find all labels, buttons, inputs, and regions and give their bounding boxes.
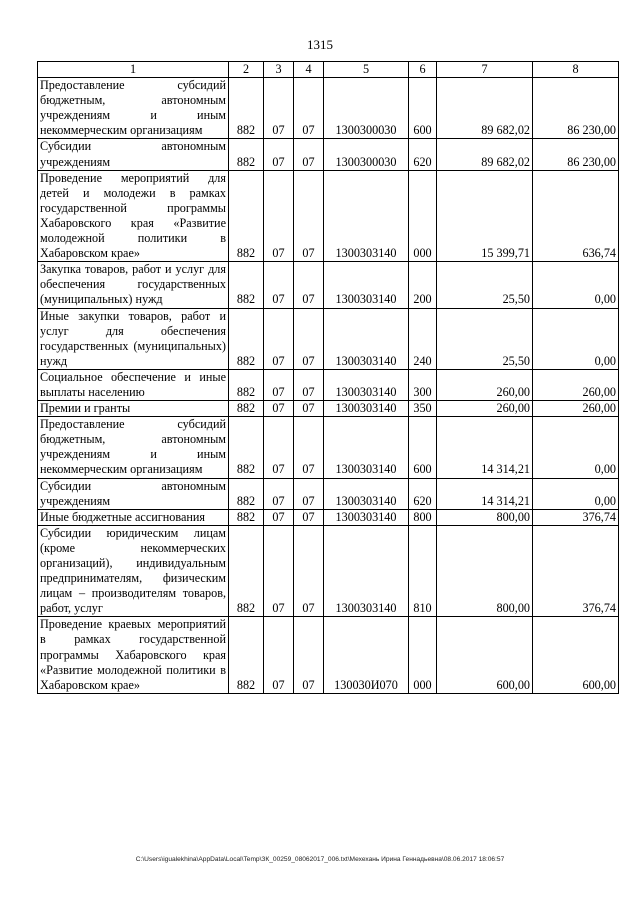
table-row: [38, 478, 619, 509]
cell-col8: 376,74: [533, 525, 619, 617]
row-name: Субсидии юридическим лицам (кроме некоммерческих организаций), индивидуальным предпринимателям, физическим лицам – производителям товаров, работ, услуг: [38, 525, 229, 617]
table-row: [38, 617, 619, 693]
cell-col4: 07: [294, 139, 324, 170]
cell-col7: 260,00: [437, 369, 533, 400]
row-name: Предоставление субсидий бюджетным, автономным учреждениям и иным некоммерческим организациям: [38, 78, 229, 139]
cell-col4: 07: [294, 617, 324, 693]
cell-col5: 1300303140: [324, 308, 409, 369]
cell-col4: 07: [294, 525, 324, 617]
cell-col8: 0,00: [533, 478, 619, 509]
cell-col7: 25,50: [437, 262, 533, 308]
cell-col5: 1300303140: [324, 170, 409, 262]
cell-col2: 882: [229, 369, 264, 400]
cell-col7: 800,00: [437, 525, 533, 617]
cell-col4: 07: [294, 369, 324, 400]
row-name: Социальное обеспечение и иные выплаты населению: [38, 369, 229, 400]
cell-col6: 600: [409, 78, 437, 139]
cell-col6: 810: [409, 525, 437, 617]
cell-col3: 07: [264, 478, 294, 509]
cell-col3: 07: [264, 262, 294, 308]
cell-col5: 1300303140: [324, 525, 409, 617]
cell-col6: 620: [409, 478, 437, 509]
cell-col8: 0,00: [533, 308, 619, 369]
table-row: [38, 308, 619, 369]
table-row: [38, 401, 619, 417]
cell-col5: 130030И070: [324, 617, 409, 693]
cell-col2: 882: [229, 308, 264, 369]
row-name: Субсидии автономным учреждениям: [38, 478, 229, 509]
cell-col2: 882: [229, 262, 264, 308]
cell-col2: 882: [229, 78, 264, 139]
cell-col5: 1300300030: [324, 78, 409, 139]
cell-col2: 882: [229, 525, 264, 617]
cell-col4: 07: [294, 78, 324, 139]
table-row: [38, 509, 619, 525]
header-cell: 7: [437, 62, 533, 78]
cell-col2: 882: [229, 617, 264, 693]
cell-col6: 350: [409, 401, 437, 417]
cell-col5: 1300303140: [324, 509, 409, 525]
row-name: Закупка товаров, работ и услуг для обеспечения государственных (муниципальных) нужд: [38, 262, 229, 308]
row-name: Проведение мероприятий для детей и молодежи в рамках государственной программы Хабаровского края «Развитие молодежной политики в Хабаровском крае»: [38, 170, 229, 262]
cell-col7: 89 682,02: [437, 139, 533, 170]
cell-col8: 86 230,00: [533, 78, 619, 139]
cell-col3: 07: [264, 401, 294, 417]
cell-col5: 1300300030: [324, 139, 409, 170]
cell-col4: 07: [294, 308, 324, 369]
cell-col2: 882: [229, 401, 264, 417]
cell-col7: 14 314,21: [437, 478, 533, 509]
cell-col4: 07: [294, 417, 324, 478]
table-row: [38, 417, 619, 478]
header-cell: 1: [38, 62, 229, 78]
cell-col6: 240: [409, 308, 437, 369]
cell-col7: 15 399,71: [437, 170, 533, 262]
table-row: [38, 369, 619, 400]
page-number: 1315: [307, 37, 333, 52]
cell-col8: 636,74: [533, 170, 619, 262]
row-name: Проведение краевых мероприятий в рамках государственной программы Хабаровского края «Развитие молодежной политики в Хабаровском крае»: [38, 617, 229, 693]
cell-col3: 07: [264, 139, 294, 170]
cell-col2: 882: [229, 139, 264, 170]
budget-table: [37, 61, 619, 694]
table-row: [38, 262, 619, 308]
row-name: Иные бюджетные ассигнования: [38, 509, 229, 525]
cell-col8: 376,74: [533, 509, 619, 525]
cell-col6: 800: [409, 509, 437, 525]
cell-col6: 000: [409, 617, 437, 693]
cell-col2: 882: [229, 509, 264, 525]
cell-col5: 1300303140: [324, 417, 409, 478]
row-name: Премии и гранты: [38, 401, 229, 417]
cell-col8: 0,00: [533, 262, 619, 308]
cell-col4: 07: [294, 401, 324, 417]
header-cell: 5: [324, 62, 409, 78]
cell-col7: 25,50: [437, 308, 533, 369]
table-row: [38, 139, 619, 170]
cell-col4: 07: [294, 170, 324, 262]
cell-col8: 260,00: [533, 401, 619, 417]
cell-col7: 600,00: [437, 617, 533, 693]
header-cell: 3: [264, 62, 294, 78]
row-name: Предоставление субсидий бюджетным, автономным учреждениям и иным некоммерческим организациям: [38, 417, 229, 478]
cell-col5: 1300303140: [324, 401, 409, 417]
table-row: [38, 170, 619, 262]
header-cell: 4: [294, 62, 324, 78]
cell-col8: 260,00: [533, 369, 619, 400]
cell-col7: 14 314,21: [437, 417, 533, 478]
cell-col5: 1300303140: [324, 478, 409, 509]
cell-col5: 1300303140: [324, 262, 409, 308]
cell-col7: 89 682,02: [437, 78, 533, 139]
cell-col5: 1300303140: [324, 369, 409, 400]
cell-col6: 200: [409, 262, 437, 308]
cell-col8: 86 230,00: [533, 139, 619, 170]
header-cell: 2: [229, 62, 264, 78]
cell-col3: 07: [264, 170, 294, 262]
cell-col7: 260,00: [437, 401, 533, 417]
cell-col4: 07: [294, 478, 324, 509]
cell-col6: 600: [409, 417, 437, 478]
cell-col7: 800,00: [437, 509, 533, 525]
cell-col3: 07: [264, 417, 294, 478]
cell-col3: 07: [264, 308, 294, 369]
cell-col3: 07: [264, 509, 294, 525]
cell-col8: 0,00: [533, 417, 619, 478]
header-row: [38, 62, 619, 78]
cell-col2: 882: [229, 170, 264, 262]
table-row: [38, 525, 619, 617]
cell-col6: 000: [409, 170, 437, 262]
cell-col2: 882: [229, 417, 264, 478]
cell-col6: 300: [409, 369, 437, 400]
cell-col6: 620: [409, 139, 437, 170]
cell-col3: 07: [264, 525, 294, 617]
cell-col4: 07: [294, 262, 324, 308]
cell-col3: 07: [264, 617, 294, 693]
cell-col8: 600,00: [533, 617, 619, 693]
file-path-footer: C:\Users\igualekhina\AppData\Local\Temp\ЗК_00259_08062017_006.txt\Мехехань Ирина Геннадьевна\08.06.2017 18:06:57: [135, 856, 505, 863]
cell-col4: 07: [294, 509, 324, 525]
cell-col3: 07: [264, 78, 294, 139]
row-name: Субсидии автономным учреждениям: [38, 139, 229, 170]
header-cell: 8: [533, 62, 619, 78]
header-cell: 6: [409, 62, 437, 78]
table-row: [38, 78, 619, 139]
cell-col3: 07: [264, 369, 294, 400]
cell-col2: 882: [229, 478, 264, 509]
row-name: Иные закупки товаров, работ и услуг для обеспечения государственных (муниципальных) нужд: [38, 308, 229, 369]
